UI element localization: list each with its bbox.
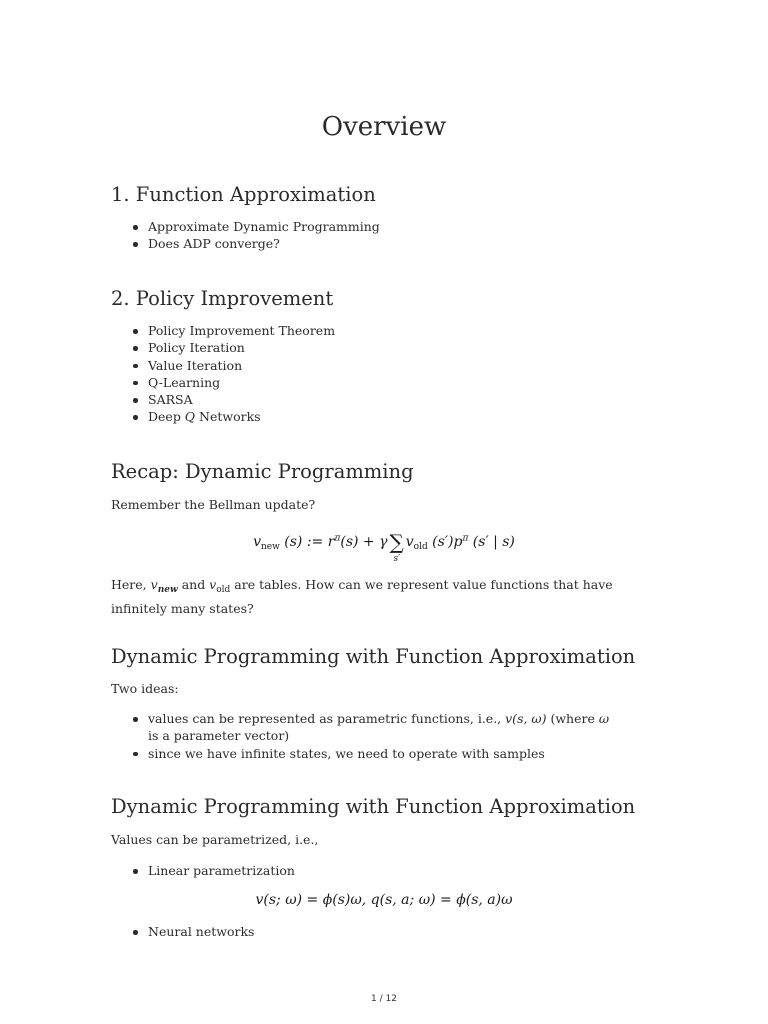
math-v-old: v	[209, 577, 217, 592]
dpfa1-intro: Two ideas:	[111, 681, 179, 696]
list-item: Policy Iteration	[111, 339, 618, 356]
eq-part: (s) := r	[279, 534, 335, 550]
list-item: Value Iteration	[111, 357, 618, 374]
section-heading-policy-improvement: 2. Policy Improvement	[111, 287, 334, 310]
text: Deep	[148, 409, 185, 425]
text: Networks	[195, 409, 261, 425]
section-heading-function-approximation: 1. Function Approximation	[111, 183, 376, 206]
eq-part: (s) + γ	[340, 534, 388, 550]
eq-part: (s′)p	[427, 534, 463, 550]
dpfa2-intro: Values can be parametrized, i.e.,	[111, 832, 319, 847]
eq-v: v	[253, 534, 261, 550]
eq-part: (s′ | s)	[468, 534, 515, 550]
eq-pi: π	[334, 533, 341, 544]
bellman-equation	[0, 530, 768, 564]
section-heading-dp-fa-2: Dynamic Programming with Function Approximation	[111, 795, 636, 818]
section-heading-recap: Recap: Dynamic Programming	[111, 460, 414, 483]
page-title: Overview	[321, 112, 447, 142]
math-omega: ω	[598, 711, 610, 726]
list-item: since we have infinite states, we need to operate with samples	[111, 745, 618, 762]
list-item: Linear parametrization	[111, 862, 618, 879]
eq-sub-new: new	[261, 542, 280, 552]
dpfa2-list-a	[111, 862, 618, 879]
sum-index: s′	[393, 554, 401, 564]
eq-pi: π	[462, 533, 469, 544]
eq-v-old: v	[405, 534, 414, 550]
sum-symbol: ∑ s′	[389, 530, 404, 564]
math-v-new: v	[150, 577, 158, 592]
eq-sub-old: old	[413, 542, 428, 552]
list-item-deep-q	[111, 408, 618, 425]
list-item: values can be represented as parametric functions, i.e., v(s, ω) (where ω is a parameter vector)	[111, 710, 618, 745]
list-item: Q-Learning	[111, 374, 618, 391]
section-heading-dp-fa-1: Dynamic Programming with Function Approximation	[111, 645, 636, 668]
recap-intro: Remember the Bellman update?	[111, 497, 316, 512]
list-item: SARSA	[111, 391, 618, 408]
math-v-s-omega: v(s, ω)	[505, 711, 547, 726]
function-approximation-list	[111, 218, 618, 253]
list-item: Policy Improvement Theorem	[111, 322, 618, 339]
recap-paragraph: Here, $v_{new}$ and $v_{old}$ are tables. How can we represent value functions that have infinitely many states?	[111, 577, 613, 616]
linear-parametrization-equation: v(s; ω) = ϕ(s)ω, q(s, a; ω) = ϕ(s, a)ω	[255, 892, 513, 908]
list-item: Neural networks	[111, 923, 618, 940]
dpfa1-list	[111, 710, 618, 762]
dpfa2-list-b	[111, 923, 618, 940]
math-q: Q	[184, 409, 196, 425]
page-number: 1 / 12	[371, 994, 397, 1004]
policy-improvement-list	[111, 322, 618, 426]
list-item: Approximate Dynamic Programming	[111, 218, 618, 235]
list-item: Does ADP converge?	[111, 235, 618, 252]
